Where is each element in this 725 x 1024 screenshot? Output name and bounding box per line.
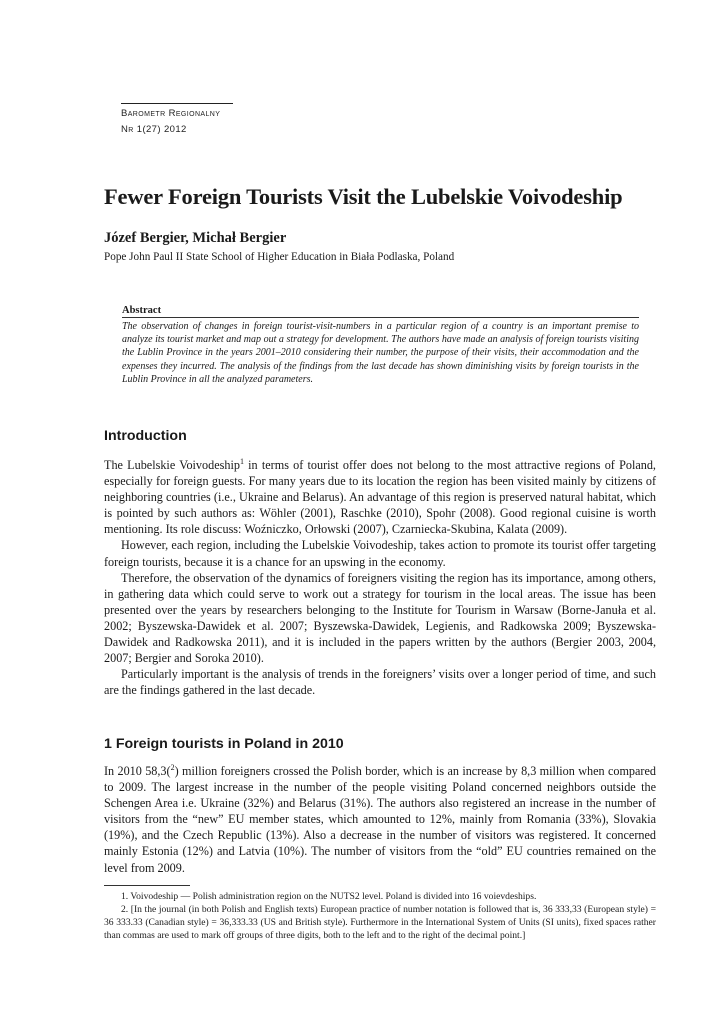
abstract-text: The observation of changes in foreign tourist-visit-numbers in a particular region of a country is an important premise to analyze its tourist market and map out a strategy for development. The authors have made an analysis of foreign tourists visiting the Lublin Province in the years 2001–2010 considering their number, the purpose of their visits, their accommodation and the expenses they incurred. The analysis of the findings from the last decade has shown diminishing visits by foreign tourists in the Lublin Province in all the analyzed parameters. [122, 321, 639, 385]
intro-paragraph-4: Particularly important is the analysis of trends in the foreigners’ visits over a longer period of time, and such are the findings gathered in the last decade. [104, 667, 656, 698]
intro-paragraph-2: However, each region, including the Lubelskie Voivodeship, takes action to promote its tourist offer targeting foreign tourists, because it is a chance for an upswing in the economy. [104, 538, 656, 569]
section1-p1-start: In 2010 58,3( [104, 764, 171, 778]
intro-p1-rest: in terms of tourist offer does not belong to the most attractive regions of Poland, especially for foreign guests. For many years due to its location the region has been visited mainly by citizens of neighboring countries (i.e., Ukraine and Belarus). An advantage of this region is preserved natural habitat, which is pointed by such authors as: Wöhler (2001), Raschke (2010), Spohr (2008). Good regional cuisine is worth mentioning. Its role discuss: Woźniczko, Orłowski (2007), Czarniecka-Skubina, Kalata (2009). [104, 458, 656, 537]
footnote-1: 1. Voivodeship — Polish administration region on the NUTS2 level. Poland is divided into 16 voievdeships. [121, 891, 537, 902]
footnote-divider [104, 885, 190, 886]
intro-paragraph-3: Therefore, the observation of the dynamics of foreigners visiting the region has its importance, among others, in gathering data which could serve to work out a strategy for tourism in the local areas. The issue has been presented over the years by researchers belonging to the Institute for Tourism in Warsaw (Borne-Januła et al. 2002; Byszewska-Dawidek et al. 2007; Byszewska-Dawidek, Legienis, and Radkowska 2009; Byszewska-Dawidek and Radkowska 2011), and it is included in the papers written by the authors (Bergier 2003, 2004, 2007; Bergier and Soroka 2010). [104, 570, 656, 666]
introduction-heading: Introduction [104, 428, 187, 444]
footnote-ref-2: 2 [170, 762, 175, 772]
footnote-ref-1: 1 [239, 456, 244, 466]
section1-p1-rest: ) million foreigners crossed the Polish border, which is an increase by 8,3 million when compared to 2009. The largest increase in the number of the people visiting Poland concerned neighbors outside the Schengen Area i.e. Ukraine (32%) and Belarus (31%). The authors also registered an increase in the number of visitors from the “new” EU member states, which amounted to 12%, mainly from Romania (33%), Slovakia (19%), and the Czech Republic (13%). Also a decrease in the number of visitors was registered. It concerned mainly Estonia (12%) and Latvia (10%). The number of visitors from the “old” EU countries remained on the level from 2009. [104, 764, 656, 875]
abstract-heading: Abstract [122, 305, 639, 318]
journal-issue: Nr 1(27) 2012 [121, 124, 187, 135]
abstract-block [122, 305, 639, 386]
introduction-body [104, 457, 656, 698]
section-1-body [104, 763, 656, 876]
article-authors: Józef Bergier, Michał Bergier [104, 230, 287, 246]
section-1-paragraph [104, 763, 656, 876]
journal-header [121, 103, 233, 138]
footnotes [104, 890, 656, 942]
article-title: Fewer Foreign Tourists Visit the Lubelskie Voivodeship [104, 184, 623, 209]
intro-paragraph-1 [104, 457, 656, 537]
footnote-2: 2. [In the journal (in both Polish and English texts) European practice of number notation is followed that is, 36 333,33 (European style) = 36 333.33 (Canadian style) = 36,333.33 (US and British style). Furthermore in the International System of Units (SI units), fixed spaces rather than commas are used to mark off groups of three digits, both to the left and to the right of the decimal point.] [104, 904, 656, 942]
journal-name: Barometr Regionalny [121, 108, 221, 119]
author-affiliation: Pope John Paul II State School of Higher Education in Biała Podlaska, Poland [104, 251, 455, 263]
section-1-heading: 1 Foreign tourists in Poland in 2010 [104, 736, 344, 752]
intro-p1-start: The Lubelskie Voivodeship [104, 458, 240, 472]
